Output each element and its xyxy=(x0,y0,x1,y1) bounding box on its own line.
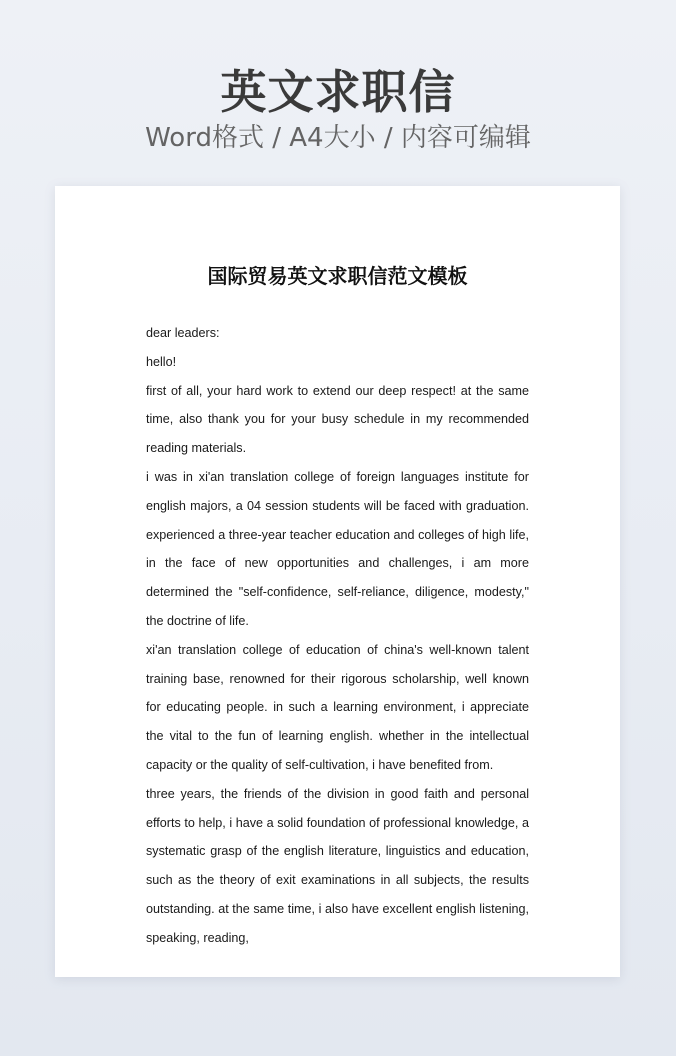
body-paragraph: three years, the friends of the division in good faith and personal efforts to help, i have a solid foundation of professional knowledge, a systematic grasp of the english literature, linguistics and education, such as the theory of exit examinations in all subjects, the results outstanding. at the same time, i also have excellent english listening, speaking, reading, xyxy=(146,786,529,945)
document-page xyxy=(55,186,620,977)
banner-subtitle: Word格式 / A4大小 / 内容可编辑 xyxy=(145,123,531,153)
document-body xyxy=(146,319,529,945)
greeting: hello! xyxy=(146,354,177,369)
salutation: dear leaders: xyxy=(146,326,220,340)
banner-title: 英文求职信 xyxy=(220,65,456,119)
body-paragraph: xi'an translation college of education of china's well-known talent training base, renowned for their rigorous scholarship, well known for educating people. in such a learning environment, i appreciate the vital to the fun of learning english. whether in the intellectual capacity or the quality of self-cultivation, i have benefited from. xyxy=(146,642,529,772)
body-paragraph: i was in xi'an translation college of foreign languages institute for english majors, a 04 session students will be faced with graduation. experienced a three-year teacher education and colleges of high life, in the face of new opportunities and challenges, i am more determined the "self-confidence, self-reliance, diligence, modesty," the doctrine of life. xyxy=(146,469,529,628)
body-paragraph: first of all, your hard work to extend our deep respect! at the same time, also thank you for your busy schedule in my recommended reading materials. xyxy=(146,383,529,456)
document-title: 国际贸易英文求职信范文模板 xyxy=(207,264,468,288)
